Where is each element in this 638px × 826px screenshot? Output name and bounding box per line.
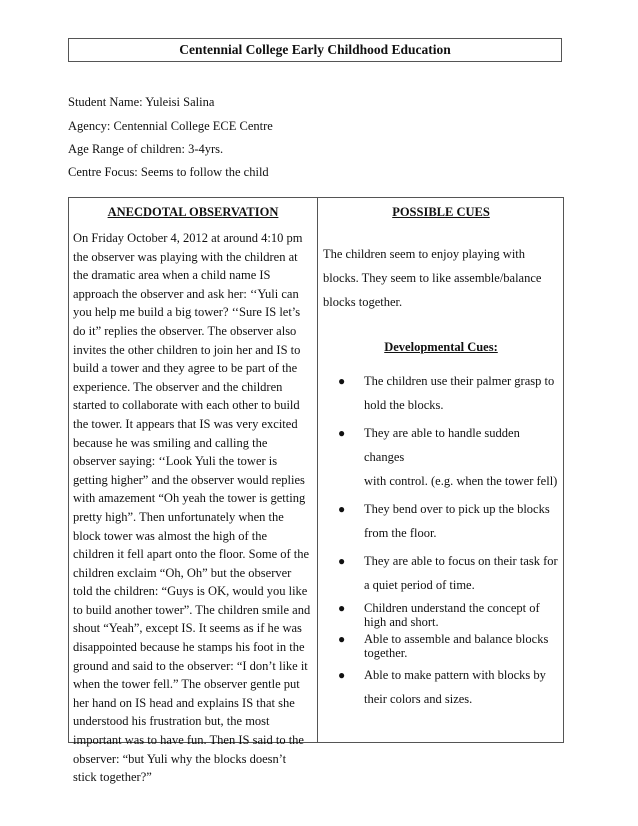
document-title: Centennial College Early Childhood Education xyxy=(179,42,451,57)
cue-line: their colors and sizes. xyxy=(364,692,473,706)
cue-line: They are able to focus on their task for xyxy=(364,554,558,568)
observation-line: disappointed because he stamps his foot in the xyxy=(73,640,305,655)
list-item xyxy=(323,497,559,545)
bullet-icon: ● xyxy=(338,601,346,615)
observation-line: the dramatic area when a child name IS xyxy=(73,268,271,283)
cue-line: They bend over to pick up the blocks xyxy=(364,502,550,516)
observation-line: children exclaim “Oh, Oh” but the observer xyxy=(73,565,292,580)
observation-line: because he was smiling and calling the xyxy=(73,435,268,450)
agency: Agency: Centennial College ECE Centre xyxy=(68,119,273,133)
observation-table xyxy=(68,197,564,785)
cues-column xyxy=(323,204,559,715)
cues-intro-line: The children seem to enjoy playing with xyxy=(323,247,526,261)
observation-line: the tower. It appears that IS was very excited xyxy=(73,416,298,431)
cue-line: Able to make pattern with blocks by xyxy=(364,668,546,682)
list-item xyxy=(323,369,559,417)
bullet-icon: ● xyxy=(338,426,346,440)
cues-intro-text xyxy=(323,242,559,314)
document-title-box xyxy=(68,38,562,62)
observation-line: shout “Yeah”, except IS. It seems as if he was xyxy=(73,621,302,636)
observation-heading: ANECDOTAL OBSERVATION xyxy=(107,205,279,219)
developmental-cues-heading: Developmental Cues: xyxy=(384,340,498,354)
student-name: Student Name: Yuleisi Salina xyxy=(68,95,215,109)
cue-line: high and short. xyxy=(364,615,439,629)
cue-line: They are able to handle sudden changes xyxy=(364,426,520,464)
observation-line: with amazement “Oh yeah the tower is getting xyxy=(73,491,306,506)
bullet-icon: ● xyxy=(338,374,346,388)
observation-line: told the children: “Guys is OK, would you like xyxy=(73,584,308,599)
observation-line: block tower was almost the high of the xyxy=(73,528,268,543)
bullet-icon: ● xyxy=(338,502,346,516)
cue-line: Able to assemble and balance blocks xyxy=(364,632,549,646)
observation-line: approach the observer and ask her: ‘‘Yuli can xyxy=(73,286,299,301)
observation-line: invites the other children to join her and IS to xyxy=(73,342,301,357)
cue-line: hold the blocks. xyxy=(364,398,444,412)
bullet-icon: ● xyxy=(338,554,346,568)
observation-line: to build another tower”. The children smile and xyxy=(73,602,311,617)
observation-line: started to collaborate with each other to build xyxy=(73,398,300,413)
observation-line: you help me build a big tower? ‘‘Sure IS let’s xyxy=(73,305,301,320)
cue-line: Children understand the concept of xyxy=(364,601,540,615)
cues-intro-line: blocks together. xyxy=(323,295,403,309)
observation-line: when the tower fell.” The observer gentle put xyxy=(73,677,300,692)
cue-line: together. xyxy=(364,646,408,660)
observation-line: On Friday October 4, 2012 at around 4:10 pm xyxy=(73,231,303,245)
list-item xyxy=(323,601,559,629)
observation-line: observer saying: ‘‘Look Yuli the tower is xyxy=(73,454,278,469)
observation-line: important was to have fun. Then IS said to the xyxy=(73,733,304,748)
list-item xyxy=(323,663,559,711)
observation-text xyxy=(73,229,313,787)
column-divider xyxy=(317,198,318,742)
observation-line: getting higher” and the observer would replies xyxy=(73,472,305,487)
observation-column xyxy=(73,204,313,787)
observation-line: observer: “but Yuli why the blocks doesn’t xyxy=(73,751,287,766)
bullet-icon: ● xyxy=(338,668,346,682)
observation-line: build a tower and they agree to be part of the xyxy=(73,361,298,376)
cue-line: The children use their palmer grasp to xyxy=(364,374,555,388)
list-item xyxy=(323,632,559,660)
developmental-cues-list xyxy=(323,369,559,711)
observation-line: stick together?” xyxy=(73,770,152,785)
cue-line: with control. (e.g. when the tower fell) xyxy=(364,474,558,488)
observation-line: her hand on IS head and explains IS that she xyxy=(73,695,295,710)
observation-line: understood his frustration but, the most xyxy=(73,714,270,729)
observation-line: do it” replies the observer. The observer also xyxy=(73,323,297,338)
observation-line: pretty high”. Then unfortunately when the xyxy=(73,509,284,524)
cues-heading: POSSIBLE CUES xyxy=(392,205,490,219)
list-item xyxy=(323,549,559,597)
centre-focus: Centre Focus: Seems to follow the child xyxy=(68,165,269,179)
observation-line: experience. The observer and the children xyxy=(73,379,283,394)
bullet-icon: ● xyxy=(338,632,346,646)
cue-line: a quiet period of time. xyxy=(364,578,475,592)
age-range: Age Range of children: 3-4yrs. xyxy=(68,142,224,156)
observation-line: the observer was playing with the children at xyxy=(73,249,298,264)
observation-line: children it fell apart onto the floor. Some of the xyxy=(73,547,310,562)
cue-line: from the floor. xyxy=(364,526,437,540)
cues-intro-line: blocks. They seem to like assemble/balance xyxy=(323,271,542,285)
observation-line: ground and said to the observer: “I don’t like it xyxy=(73,658,308,673)
list-item xyxy=(323,421,559,493)
